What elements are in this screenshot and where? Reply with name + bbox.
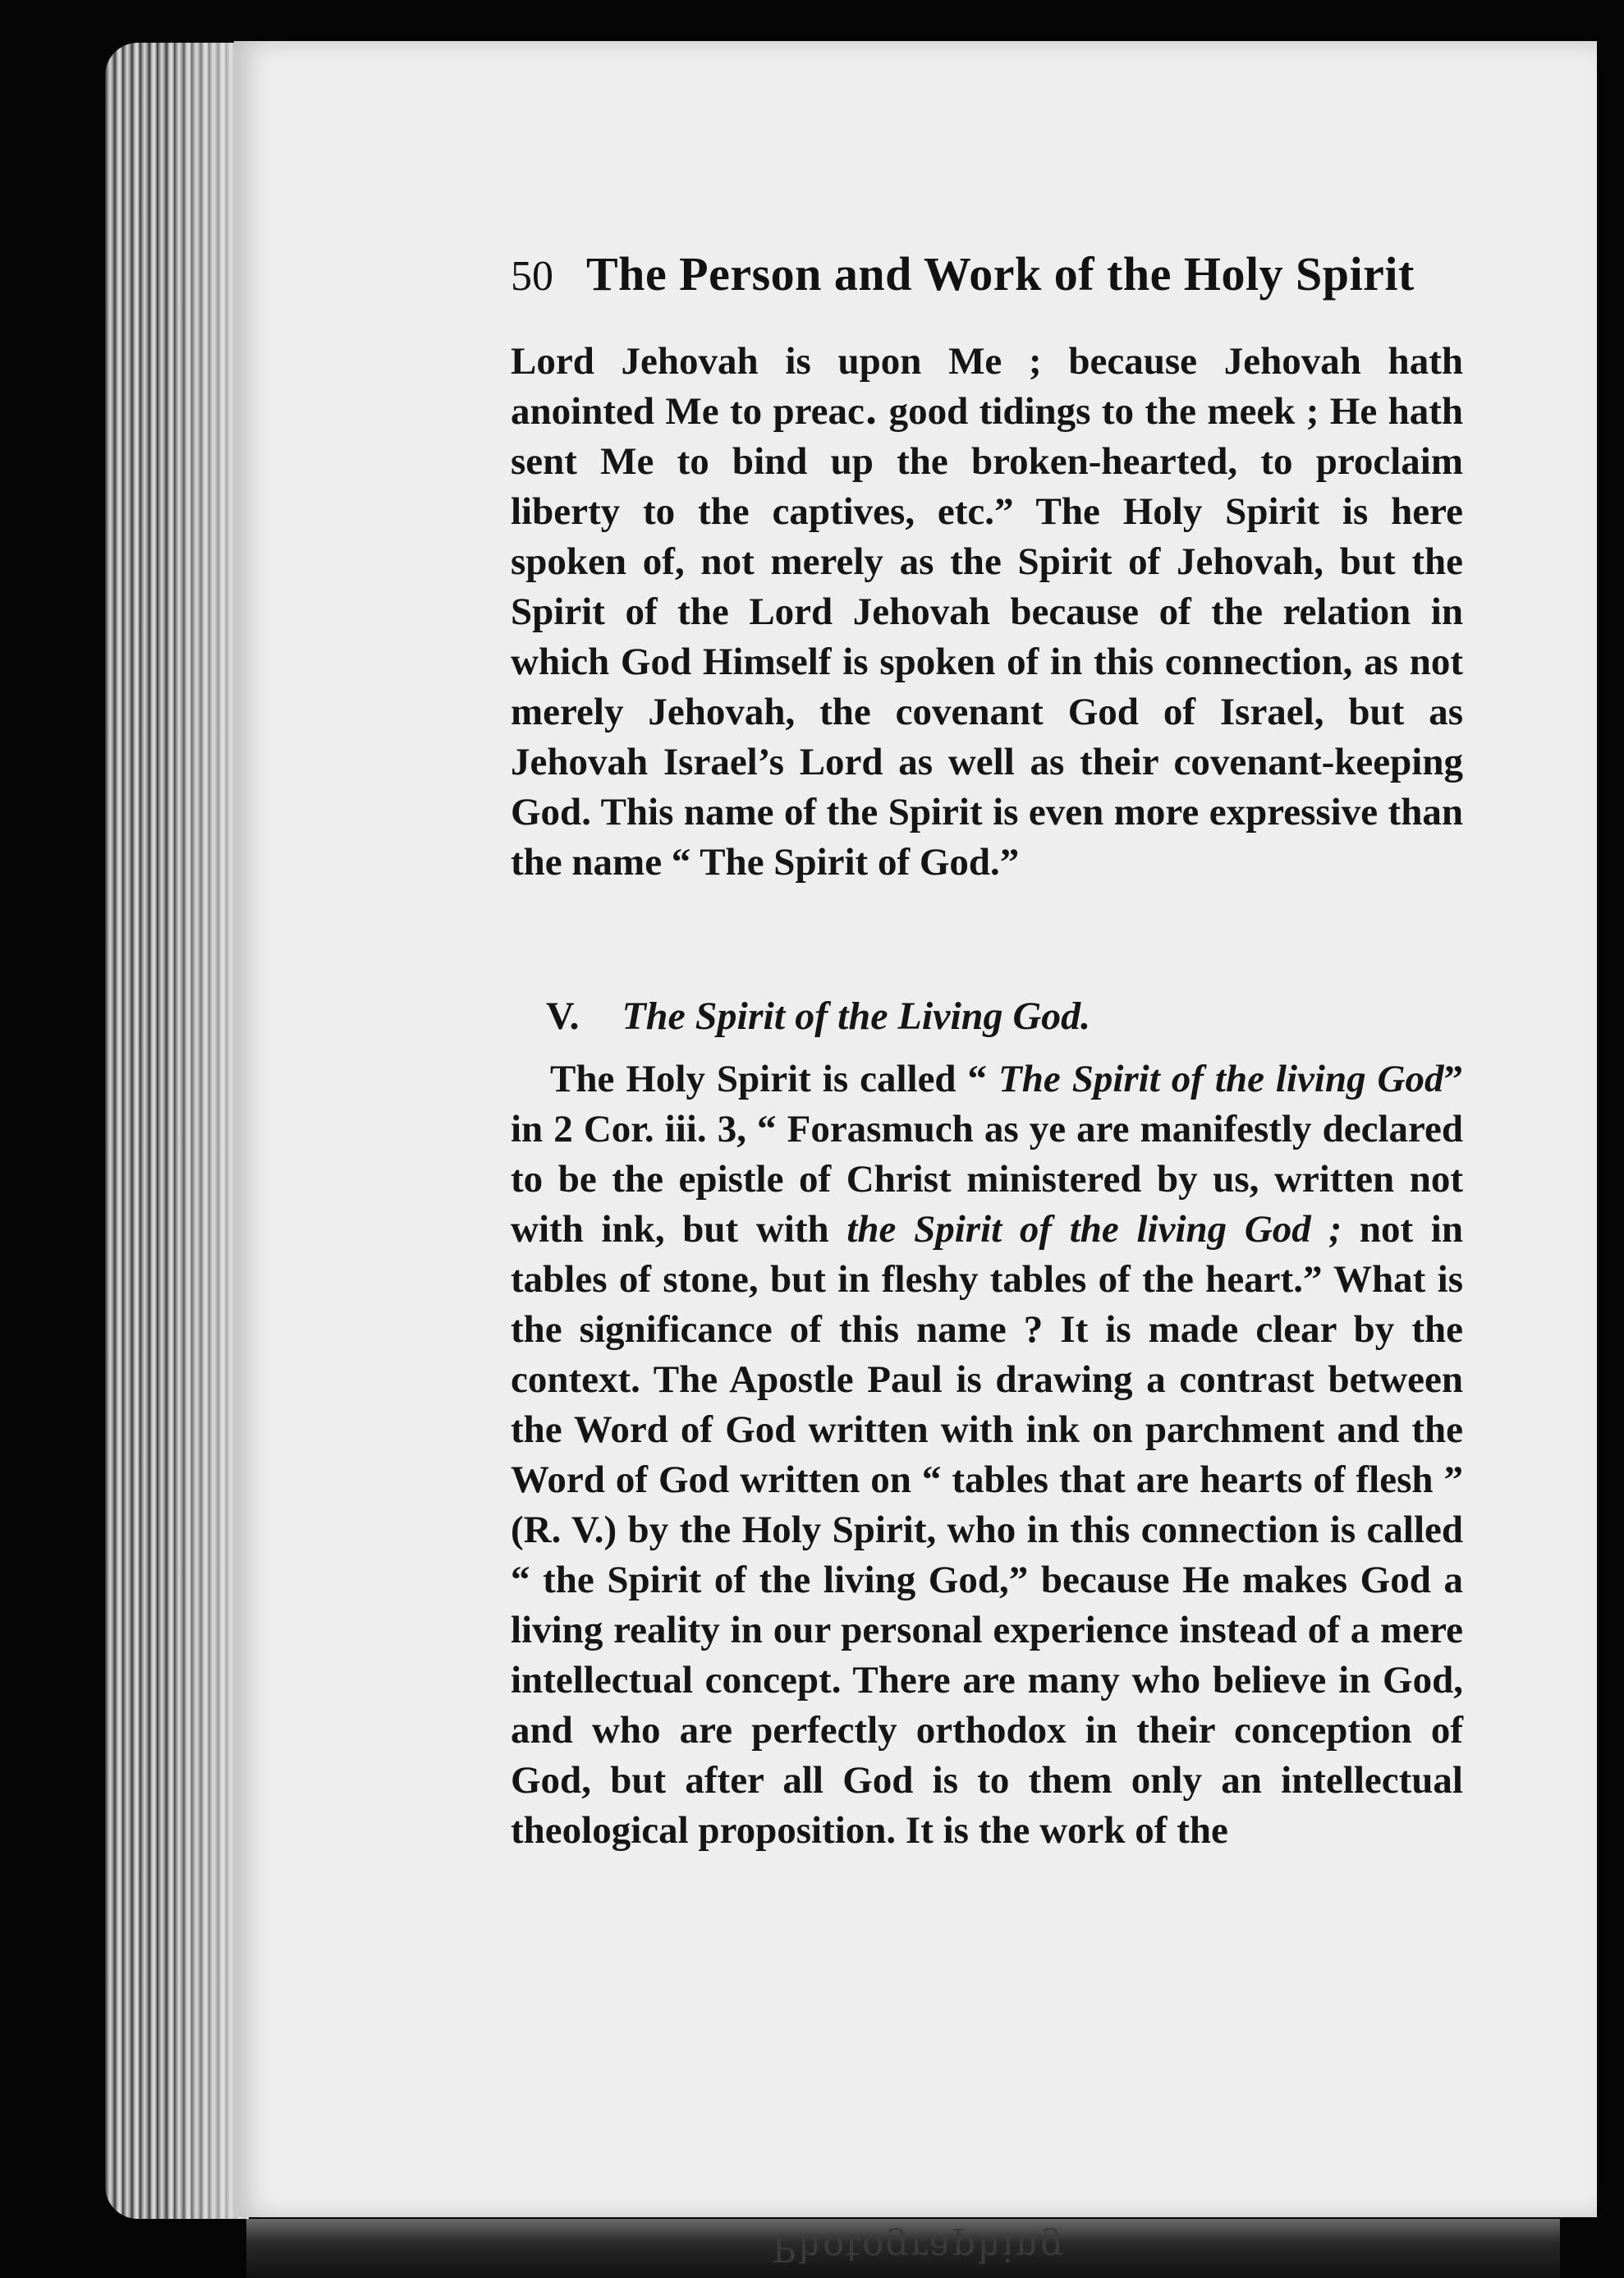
body-paragraph-2 (511, 1054, 1463, 1856)
running-title: The Person and Work of the Holy Spirit (586, 247, 1415, 301)
paragraph-2-italic-a: The Spirit of the living God (998, 1058, 1444, 1100)
paragraph-2-text-c: not in tables of stone, but in fleshy tables of the heart.” What is the significance of this name ? It is made clear by the context. The Apostle Paul is drawing a contrast between the Word of God written with ink on parchment and the Word of God written on “ tables that are hearts of flesh ” (R. V.) by the Holy Spirit, who in this connection is called “ the Spirit of the living God,” because He makes God a living reality in our personal experience instead of a mere intellectual concept. There are many who believe in God, and who are perfectly orthodox in their conception of God, but after all God is to them only an intellectual theological proposition. It is the work of the (511, 1208, 1463, 1852)
mirrored-bleedthrough-text: Photographing (772, 2227, 1066, 2269)
section-title: The Spirit of the Living God. (622, 994, 1091, 1038)
page-number: 50 (511, 253, 553, 300)
paragraph-2-italic-b: the Spirit of the living God ; (846, 1208, 1342, 1251)
section-number: V. (546, 994, 580, 1038)
section-heading (546, 994, 1090, 1039)
paragraph-2-text-a: The Holy Spirit is called “ (550, 1058, 999, 1100)
body-paragraph-1: Lord Jehovah is upon Me ; because Jehovah hath anointed Me to preac․ good tidings to the meek ; He hath sent Me to bind up the broken-hearted, to proclaim liberty to the captives, etc.” The Holy Spirit is here spoken of, not merely as the Spirit of Jehovah, but the Spirit of the Lord Jehovah because of the relation in which God Himself is spoken of in this connection, as not merely Jehovah, the covenant God of Israel, but as Jehovah Israel’s Lord as well as their covenant-keeping God. This name of the Spirit is even more expressive than the name “ The Spirit of God.” (511, 340, 1463, 884)
paragraph-2-text-b: ” in 2 Cor. iii. 3, “ Forasmuch as ye are manifestly declared to be the epistle of Christ ministered by us, written not with ink, but with (511, 1058, 1463, 1251)
page-header (511, 246, 1463, 301)
